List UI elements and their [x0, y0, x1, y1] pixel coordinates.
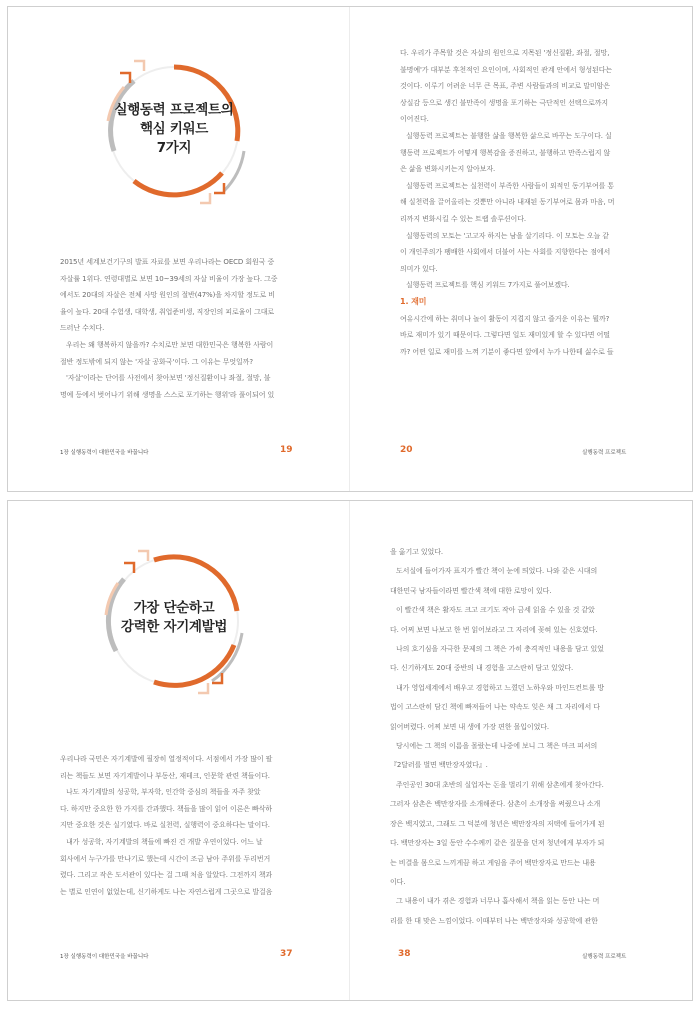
chapter-title-line: 실행동력 프로젝트의	[114, 102, 234, 118]
chapter-title-line: 7가지	[156, 140, 192, 156]
book-spread-1	[7, 6, 693, 492]
paragraph-line: 율이 높다. 20대 수험생, 대학생, 취업준비생, 직장인의 피로율이 그대로	[60, 307, 275, 316]
chapter-title	[112, 101, 236, 158]
paragraph-line: 『2달러를 벌면 백만장자였다』.	[390, 761, 488, 770]
paragraph-line: 이 개인주의가 팽배한 사회에서 더불어 사는 사회를 지향한다는 점에서	[400, 248, 611, 257]
page-number: 19	[280, 445, 293, 455]
paragraph-line: 도서실에 들어가자 표지가 빨간 책이 눈에 띄었다. 나와 같은 시대의	[396, 567, 598, 576]
running-footer: 1장 실행동력이 대한민국을 바꿉니다	[60, 954, 149, 960]
page-number: 37	[280, 949, 293, 959]
paragraph-line: 당시에는 그 책의 이름을 몰랐는데 나중에 보니 그 책은 마크 피셔의	[396, 742, 598, 751]
paragraph-line: 이 빨간색 책은 활자도 크고 크기도 작아 금세 읽을 수 있을 것 같았	[396, 606, 595, 615]
paragraph-line: 여유시간에 하는 취미나 놀이 활동이 지겹지 않고 즐거운 이유는 뭘까?	[400, 314, 610, 323]
body-text	[60, 254, 296, 403]
paragraph-line: 는 비결을 몸으로 느끼게끔 하고 게임을 주어 백만장자로 만드는 내용	[390, 858, 596, 867]
chapter-title-line: 가장 단순하고	[133, 600, 215, 616]
paragraph-line: 2015년 세계보건기구의 발표 자료를 보면 우리나라는 OECD 회원국 중	[60, 258, 275, 266]
body-text	[390, 543, 640, 931]
running-footer: 1장 실행동력이 대한민국을 바꿉니다	[60, 450, 149, 456]
paragraph-line: 절반 정도밖에 되지 않는 '자살 공화국'이다. 그 이유는 무엇일까?	[60, 357, 253, 366]
page-19	[8, 7, 350, 491]
book-spread-2	[7, 500, 693, 1001]
chapter-title-line: 핵심 키워드	[139, 121, 209, 137]
paragraph-line: 불명예'가 대부분 후천적인 요인이며, 사회적인 관계 안에서 형성된다는	[400, 65, 613, 74]
paragraph-line: 실행동력 프로젝트는 불행한 삶을 행복한 삶으로 바꾸는 도구이다. 실	[406, 131, 612, 140]
paragraph-line: 리는 책들도 보면 자기계발이나 부동산, 재테크, 인문학 관련 책들이다.	[60, 771, 270, 780]
running-footer: 실행동력 프로젝트	[582, 954, 627, 960]
page-number: 38	[398, 949, 411, 959]
page-number: 20	[400, 445, 413, 455]
paragraph-line: 것이다. 이루기 어려운 너무 큰 목표, 주변 사람들과의 비교로 말미암은	[400, 82, 610, 91]
paragraph-line: 내가 성공학, 자기계발의 책들에 빠진 건 개발 우연이었다. 어느 날	[66, 837, 263, 846]
paragraph-line: 다. 하지만 중요한 한 가지를 간과했다. 책들을 많이 읽어 이론은 빠삭하	[60, 804, 273, 813]
section-heading: 1. 재미	[400, 296, 427, 306]
paragraph-line: 의미가 있다.	[400, 264, 438, 273]
paragraph-line: 까? 어떤 일로 재미를 느껴 기분이 좋다면 앞에서 누가 나한테 싫수로 들	[400, 347, 614, 356]
page-38	[350, 501, 692, 1000]
paragraph-line: 법이 고스란히 담긴 책에 빠져들어 나는 약속도 잊은 채 그 자리에서 다	[390, 703, 600, 712]
chapter-title-line: 강력한 자기계발법	[120, 619, 228, 635]
paragraph-line: 다. 우리가 주목할 것은 자살의 원인으로 지목된 '정신질환, 좌절, 절망,	[400, 49, 610, 57]
paragraph-line: 리까지 변화시킬 수 있는 트랩 솔루션이다.	[400, 214, 527, 223]
paragraph-line: 은 삶을 변화시키는지 알아보자.	[400, 165, 496, 174]
paragraph-line: 주인공인 30대 초반의 실업자는 돈을 벌리기 위해 삼촌에게 찾아간다.	[396, 780, 604, 789]
paragraph-line: 나도 자기계발의 성공학, 부자학, 인간학 중심의 책들을 자주 찾았	[66, 788, 261, 797]
paragraph-line: 내가 영업세계에서 배우고 경험하고 느꼈던 노하우와 마인드컨트롤 방	[396, 683, 605, 692]
paragraph-line: 대한민국 남자들이라면 빨간색 책에 대한 로망이 있다.	[390, 586, 552, 595]
paragraph-line: 다. 어찌 보면 나보고 한 번 읽어보라고 그 자리에 꽂혀 있는 신호였다.	[390, 625, 598, 634]
chapter-title	[112, 599, 236, 637]
paragraph-line: 장은 백지였고, 그래도 그 덕분에 청년은 백만장자의 저택에 들어가게 된	[390, 819, 605, 828]
paragraph-line: 실행동력 프로젝트를 핵심 키워드 7가지로 풀어보겠다.	[406, 281, 570, 290]
paragraph-line: 상실감 등으로 생긴 불만족이 생명을 포기하는 극단적인 선택으로까지	[400, 98, 609, 107]
paragraph-line: 우리는 왜 행복하지 않을까? 수치로만 보면 대한민국은 행복한 사람이	[66, 340, 274, 349]
paragraph-line: 리를 한 대 맞은 느낌이었다. 이때부터 나는 백만장자와 성공학에 관한	[390, 916, 598, 925]
paragraph-line: '자살'이라는 단어를 사전에서 찾아보면 '정신질환이나 좌절, 절망, 불	[66, 374, 271, 383]
paragraph-line: 다. 신기하게도 20대 중반의 내 경험을 고스란히 담고 있었다.	[390, 664, 574, 673]
paragraph-line: 에서도 20대의 자살은 전체 사망 원인의 절반(47%)을 차지할 정도로 비	[60, 291, 275, 300]
paragraph-line: 는 별로 인연이 없었는데, 신기하게도 나는 자연스럽게 그곳으로 발걸음	[60, 887, 273, 896]
body-text	[400, 45, 638, 360]
paragraph-line: 을 옮기고 있었다.	[390, 548, 444, 556]
paragraph-line: 명예 등에서 벗어나기 위해 생명을 스스로 포기하는 행위'라 풀이되어 있	[60, 390, 275, 399]
paragraph-line: 자살률 1위다. 연령대별로 보면 10~39세의 자살 비율이 가장 높다. 그중	[60, 274, 278, 283]
chapter-emblem	[94, 51, 254, 211]
paragraph-line: 이어진다.	[400, 115, 429, 124]
paragraph-line: 그 내용이 내가 겪은 경험과 너무나 흡사해서 책을 읽는 동안 나는 머	[396, 897, 600, 906]
paragraph-line: 다. 백만장자는 3일 동안 수수께끼 같은 질문을 던져 청년에게 부자가 되	[390, 839, 605, 848]
paragraph-line: 지만 중요한 것은 실기였다. 바로 실천력, 실행력이 중요하다는 말이다.	[60, 821, 270, 830]
page-37	[8, 501, 350, 1000]
chapter-emblem	[94, 541, 254, 701]
paragraph-line: 렸다. 그리고 작은 도서관이 있다는 걸 그때 처음 알았다. 그전까지 책과	[60, 871, 273, 880]
paragraph-line: 드러난 수치다.	[60, 324, 105, 333]
paragraph-line: 읽어버렸다. 어찌 보면 내 생에 가장 편한 몰입이었다.	[390, 722, 550, 731]
body-text	[60, 751, 296, 900]
paragraph-line: 이다.	[390, 877, 406, 886]
paragraph-line: 실행동력 프로젝트는 실천력이 부족한 사람들이 외적인 동기부여를 통	[406, 181, 615, 190]
page-20	[350, 7, 692, 491]
paragraph-line: 그러자 삼촌은 백만장자를 소개해준다. 삼촌이 소개장을 써줬으나 소개	[390, 800, 601, 809]
paragraph-line: 우리나라 국민은 자기계발에 필장히 열정적이다. 서점에서 가장 많이 팔	[60, 755, 273, 763]
running-footer: 실행동력 프로젝트	[582, 450, 627, 456]
paragraph-line: 회사에서 누구가를 만나기로 했는데 시간이 조금 남아 주위를 두리번거	[60, 854, 271, 863]
paragraph-line: 실행동력의 모토는 '고고자 하지는 남을 살기리다. 이 모토는 오늘 같	[406, 231, 609, 240]
paragraph-line: 나의 호기심을 자극한 문제의 그 책은 가히 충격적인 내용을 담고 있었	[396, 645, 604, 654]
paragraph-line: 바로 재미가 있기 때문이다. 그렇다면 일도 재미있게 할 수 있다면 어떨	[400, 331, 610, 340]
paragraph-line: 행동력 프로젝트가 어떻게 행복감을 증진하고, 불행하고 만족스럽지 않	[400, 148, 611, 157]
paragraph-line: 해 실천력을 끌어올리는 것뿐만 아니라 내재된 동기부여로 몸과 마음, 머	[400, 198, 615, 207]
